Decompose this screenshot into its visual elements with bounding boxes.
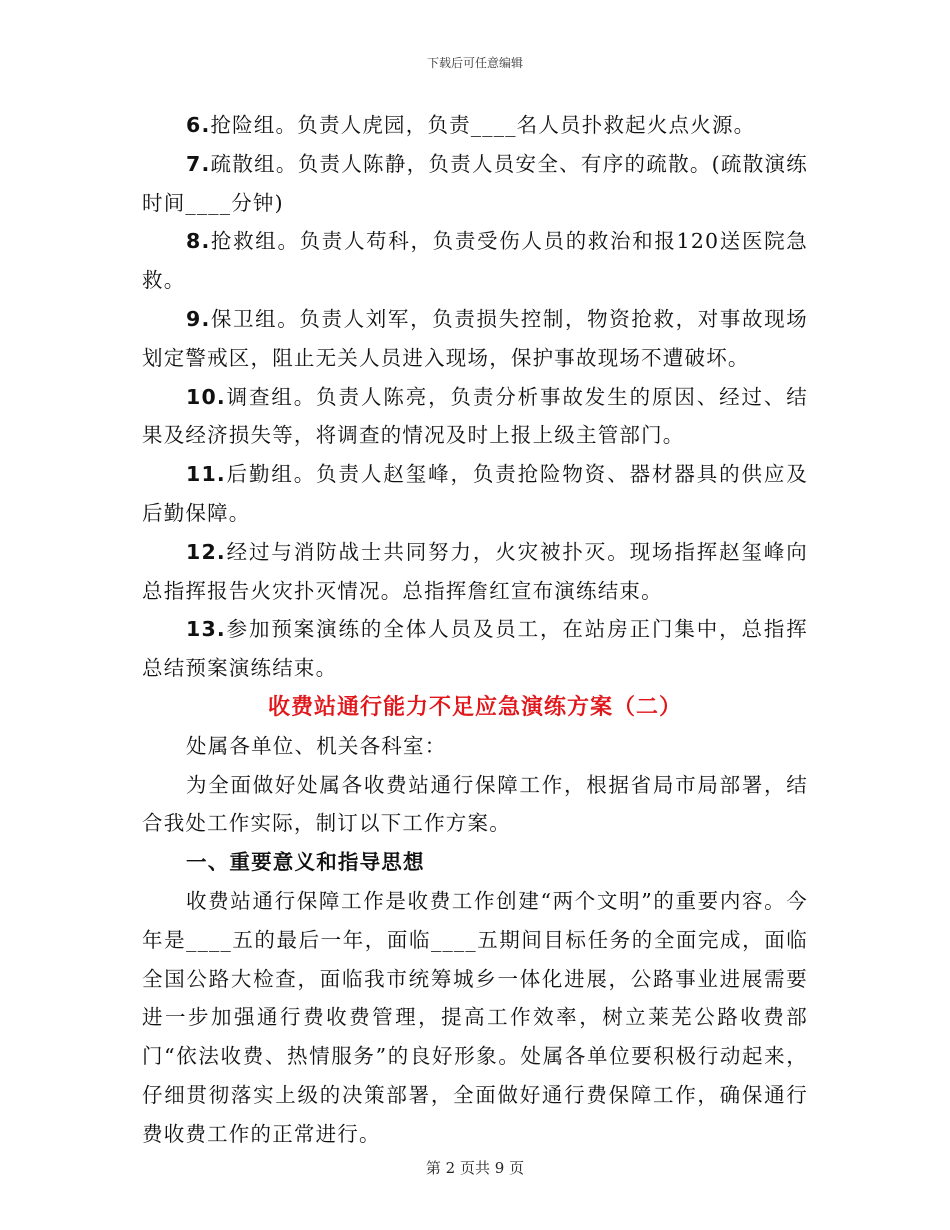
item-text: 后勤组。负责人赵玺峰，负责抢险物资、器材器具的供应及后勤保障。 (142, 462, 808, 525)
list-item (142, 222, 808, 300)
section-body: 收费站通行保障工作是收费工作创建“两个文明”的重要内容。今年是____五的最后一年，面临____五期间目标任务的全面完成，面临全国公路大检查，面临我市统筹城乡一体化进展，公路事业进展需要进一步加强通行费收费管理，提高工作效率，树立莱芜公路收费部门“依法收费、热情服务”的良好形象。处属各单位要积极行动起来，仔细贯彻落实上级的决策部署，全面做好通行费保障工作，确保通行费收费工作的正常进行。 (142, 888, 808, 1146)
item-text: 经过与消防战士共同努力，火灾被扑灭。现场指挥赵玺峰向总指挥报告火灾扑灭情况。总指挥詹红宣布演练结束。 (142, 539, 808, 603)
item-text: 疏散组。负责人陈静，负责人员安全、有序的疏散。(疏散演练时间____分钟) (142, 151, 808, 215)
item-text: 保卫组。负责人刘军，负责损失控制，物资抢救，对事故现场划定警戒区，阻止无关人员进入现场，保护事故现场不遭破坏。 (142, 306, 808, 370)
item-number: 9. (186, 306, 211, 331)
item-number: 12. (186, 539, 226, 564)
item-number: 13. (186, 617, 226, 642)
page-header: 下载后可任意编辑 (426, 56, 523, 70)
page-footer: 第 2 页共 9 页 (425, 1159, 525, 1177)
item-text: 调查组。负责人陈亮，负责分析事故发生的原因、经过、结果及经济损失等，将调查的情况及时上报上级主管部门。 (142, 384, 808, 448)
list-item (142, 455, 808, 533)
list-item (142, 378, 808, 456)
list-item (142, 533, 808, 611)
document-title: 收费站通行能力不足应急演练方案（二） (267, 693, 682, 720)
item-number: 11. (186, 462, 226, 487)
item-number: 6. (186, 113, 211, 137)
document-body (142, 106, 808, 1154)
item-number: 8. (186, 229, 211, 254)
list-item (142, 145, 808, 223)
item-number: 7. (186, 151, 211, 176)
list-item (142, 300, 808, 378)
section-heading: 一、重要意义和指导思想 (186, 850, 425, 875)
list-item (142, 106, 808, 145)
intro-paragraph: 为全面做好处属各收费站通行保障工作，根据省局市局部署，结合我处工作实际，制订以下工作方案。 (142, 772, 808, 836)
item-text: 抢救组。负责人苟科，负责受伤人员的救治和报120送医院急救。 (142, 229, 808, 293)
item-text: 参加预案演练的全体人员及员工，在站房正门集中，总指挥总结预案演练结束。 (142, 617, 808, 681)
item-text: 抢险组。负责人虎园，负责____名人员扑救起火点火源。 (210, 113, 756, 137)
list-item (142, 610, 808, 688)
item-number: 10. (186, 384, 226, 409)
salutation: 处属各单位、机关各科室： (186, 733, 447, 758)
